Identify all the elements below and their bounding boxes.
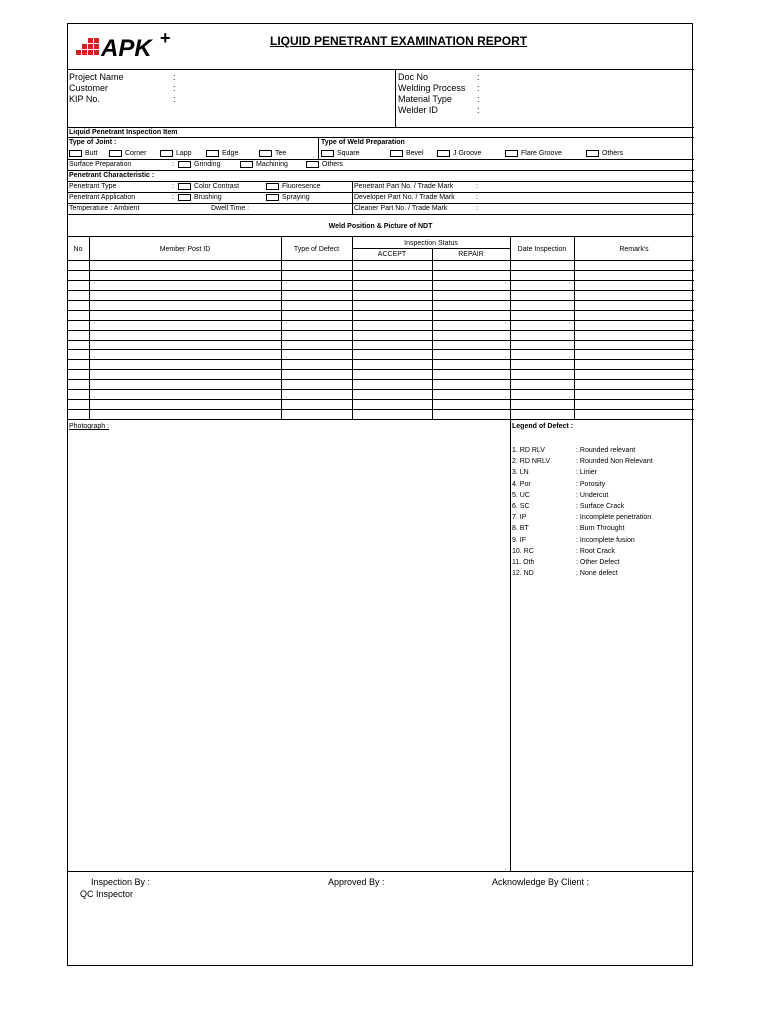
penetrant-part-label: Penetrant Part No. / Trade Mark	[354, 183, 454, 190]
legend-description: : Linier	[576, 469, 598, 476]
welder-id-label: Welder ID	[398, 105, 438, 115]
table-row	[67, 359, 694, 360]
col-header-no: No	[73, 246, 83, 253]
col-header-defect: Type of Defect	[293, 246, 340, 253]
checkbox-icon	[206, 150, 219, 157]
table-row	[67, 349, 694, 350]
joint-option-tee[interactable]: Tee	[259, 149, 286, 158]
legend-code: 2. RD NRLV	[512, 458, 550, 465]
col-header-date: Date Inspection	[517, 246, 567, 253]
surface-prep-machining[interactable]: Machining	[240, 160, 288, 169]
divider	[318, 137, 319, 159]
legend-description: : Undercut	[576, 492, 609, 499]
legend-description: : Other Defect	[576, 559, 620, 566]
developer-part-label: Developer Part No. / Trade Mark	[354, 194, 455, 201]
material-type-label: Material Type	[398, 94, 452, 104]
divider	[510, 236, 511, 871]
legend-description: : Rounded Non Relevant	[576, 458, 653, 465]
table-row	[67, 260, 694, 261]
surface-prep-grinding[interactable]: Grinding	[178, 160, 220, 169]
table-row	[67, 340, 694, 341]
checkbox-icon	[586, 150, 599, 157]
kip-label: KIP No.	[69, 94, 100, 104]
table-row	[67, 330, 694, 331]
divider	[67, 419, 694, 420]
developer-part-sep: :	[476, 194, 478, 201]
weld-prep-others[interactable]: Others	[586, 149, 623, 158]
legend-code: 10. RC	[512, 548, 534, 555]
divider	[395, 69, 396, 127]
penetrant-type-fluoresence[interactable]: Fluoresence	[266, 182, 321, 191]
table-row	[67, 290, 694, 291]
checkbox-icon	[266, 183, 279, 190]
legend-code: 9. IF	[512, 537, 527, 544]
weld-prep-square[interactable]: Square	[321, 149, 360, 158]
kip-sep: :	[173, 94, 176, 104]
legend-code: 7. IP	[512, 514, 527, 521]
surface-prep-others[interactable]: Others	[306, 160, 343, 169]
legend-description: : Incomplete penetration	[576, 514, 652, 521]
checkbox-icon	[505, 150, 518, 157]
divider	[352, 236, 353, 419]
weld-prep-flare-groove[interactable]: Flare Groove	[505, 149, 562, 158]
divider	[67, 214, 694, 215]
legend-description: : Root Crack	[576, 548, 615, 555]
checkbox-icon	[69, 150, 82, 157]
weld-prep-j-groove[interactable]: J Groove	[437, 149, 481, 158]
weld-prep-bevel[interactable]: Bevel	[390, 149, 424, 158]
table-row	[67, 409, 694, 410]
legend-description: : Burn Throught	[576, 525, 625, 532]
table-row	[67, 369, 694, 370]
report-title: LIQUID PENETRANT EXAMINATION REPORT	[270, 34, 528, 48]
divider	[67, 69, 694, 70]
table-row	[67, 300, 694, 301]
legend-code: 3. LN	[512, 469, 529, 476]
legend-description: : Rounded relevant	[576, 447, 636, 454]
legend-code: 12. ND	[512, 570, 534, 577]
divider	[281, 236, 282, 419]
checkbox-icon	[306, 161, 319, 168]
surface-prep-label: Surface Preparation	[69, 161, 132, 168]
table-row	[67, 310, 694, 311]
penetrant-heading: Penetrant Characteristic :	[69, 172, 155, 179]
application-brushing[interactable]: Brushing	[178, 193, 222, 202]
cleaner-part-label: Cleaner Part No. / Trade Mark	[354, 205, 448, 212]
dwell-time-label: Dwell Time :	[211, 205, 250, 212]
col-header-member: Member Post ID	[159, 246, 211, 253]
cleaner-part-sep: :	[476, 205, 478, 212]
divider	[67, 236, 694, 237]
table-row	[67, 280, 694, 281]
inspection-item-heading: Liquid Penetrant Inspection Item	[69, 129, 178, 136]
legend-description: : None defect	[576, 570, 618, 577]
checkbox-icon	[109, 150, 122, 157]
penetrant-type-label: Penetrant Type	[69, 183, 117, 190]
welding-process-sep: :	[477, 83, 480, 93]
checkbox-icon	[178, 194, 191, 201]
project-name-label: Project Name	[69, 72, 124, 82]
legend-description: : Surface Crack	[576, 503, 625, 510]
legend-heading: Legend of Defect :	[512, 423, 574, 430]
legend-description: : Porosity	[576, 481, 606, 488]
material-type-sep: :	[477, 94, 480, 104]
welder-id-sep: :	[477, 105, 480, 115]
inspection-by-label: Inspection By :	[91, 877, 151, 887]
divider	[67, 170, 694, 171]
application-spraying[interactable]: Spraying	[266, 193, 310, 202]
divider	[67, 871, 694, 872]
checkbox-icon	[266, 194, 279, 201]
legend-code: 11. Oth	[512, 559, 535, 566]
col-header-accept: ACCEPT	[377, 251, 407, 258]
checkbox-icon	[240, 161, 253, 168]
checkbox-icon	[437, 150, 450, 157]
photograph-label: Photograph :	[69, 423, 110, 430]
penetrant-part-sep: :	[476, 183, 478, 190]
doc-no-label: Doc No	[398, 72, 429, 82]
checkbox-icon	[178, 161, 191, 168]
checkbox-icon	[321, 150, 334, 157]
col-header-status: Inspection Status	[404, 240, 458, 247]
svg-text:APK: APK	[101, 35, 152, 62]
joint-heading: Type of Joint :	[69, 139, 117, 146]
penetrant-application-sep: :	[172, 194, 174, 201]
doc-no-sep: :	[477, 72, 480, 82]
legend-code: 4. Por	[512, 481, 531, 488]
surface-prep-sep: :	[172, 161, 174, 168]
checkbox-icon	[390, 150, 403, 157]
checkbox-icon	[160, 150, 173, 157]
divider	[352, 181, 353, 214]
table-row	[67, 270, 694, 271]
customer-label: Customer	[69, 83, 109, 93]
penetrant-application-label: Penetrant Application	[69, 194, 136, 201]
col-header-repair: REPAIR	[458, 251, 484, 258]
temperature-label: Temperature : Ambient	[69, 205, 140, 212]
divider	[352, 248, 510, 249]
acknowledge-by-client-label: Acknowledge By Client :	[492, 877, 590, 887]
col-header-remarks: Remark's	[619, 246, 649, 253]
divider	[432, 248, 433, 419]
table-row	[67, 320, 694, 321]
legend-code: 1. RD RLV	[512, 447, 545, 454]
checkbox-icon	[259, 150, 272, 157]
divider	[89, 236, 90, 419]
approved-by-label: Approved By :	[328, 877, 385, 887]
legend-code: 5. UC	[512, 492, 530, 499]
weld-prep-heading: Type of Weld Preparation	[321, 139, 405, 146]
table-row	[67, 379, 694, 380]
welding-process-label: Welding Process	[398, 83, 466, 93]
divider	[67, 159, 694, 160]
customer-sep: :	[173, 83, 176, 93]
legend-description: : Incomplete fusion	[576, 537, 635, 544]
svg-text:+: +	[160, 28, 171, 48]
divider	[574, 236, 575, 419]
checkbox-icon	[178, 183, 191, 190]
weld-section-heading: Weld Position & Picture of NDT	[328, 223, 433, 230]
legend-code: 6. SC	[512, 503, 530, 510]
table-row	[67, 399, 694, 400]
qc-inspector-label: QC Inspector	[80, 889, 134, 899]
penetrant-type-color-contrast[interactable]: Color Contrast	[178, 182, 239, 191]
legend-code: 8. BT	[512, 525, 529, 532]
company-logo	[74, 28, 184, 62]
penetrant-type-sep: :	[172, 183, 174, 190]
table-row	[67, 389, 694, 390]
joint-option-butt[interactable]: Butt	[69, 149, 97, 158]
joint-option-corner[interactable]: Corner	[109, 149, 146, 158]
project-name-sep: :	[173, 72, 176, 82]
joint-option-lapp[interactable]: Lapp	[160, 149, 192, 158]
joint-option-edge[interactable]: Edge	[206, 149, 238, 158]
